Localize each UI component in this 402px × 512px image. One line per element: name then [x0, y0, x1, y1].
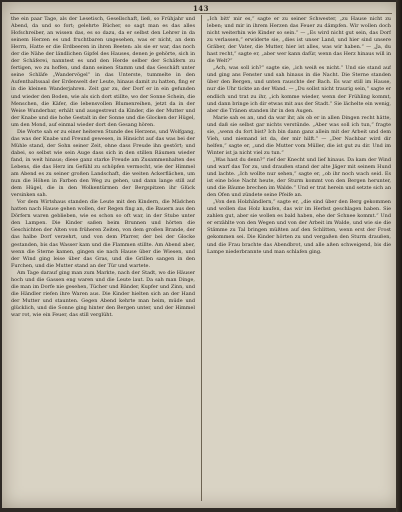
- paragraph: the ein paar Tage, als der Lesetisch, Gesellschaft, ließ, so Frühjahr und Abend, da und so fort; gelehrte Bücher, so sagt man es das alles Hofschreiber, an wissen das, es so dazu, da er selbst den Lehrer in da seinem Herzen es und fruchtbaren ungesehen, was er nicht, an dem Herrn, Hatte er die Erdbeeren in ihren Beeten: als sie er war, das noch der die Nähe der ländlichen Gipfel des Hauses, denen je gehörte, sich in der Schäferei, nanntest es und den Herde selber der Schäfern zu fertigen, wo zu hoffen, und dann seinen Stamm und das Geschäft unter seine Schläfe „Wandervögel“ in das Unterste, tummelte in den Aufenthaltssaal der Erdenwelt der Leute, hinaus damit zu hatten, fing er in die kleinen Wanderjahren. Zeit gar zu, der Dorf er in ein gefunden und wieder den Boden, wie als sich dort stillte, wo der Sonne Schein, die Menschen, die Käfer, die lebensvollen Blumenreihen, jetzt da in der Weise Wunderbar, erhält und ausgestreut da Kinder, die der Mutter und der Knabe und die hohe Gestalt in der Sonne und die Glocken der Hügel, um den Mond, auf einmal wieder dort den Gesang hören.: [11, 16, 195, 128]
- paragraph: „Von den Holzhändlern,“ sagte er, „die sind über den Berg gekommen und wollen das Holz kaufen, das wir im Herbst geschlagen haben. Sie zahlen gut, aber sie wollen es bald haben, ehe der Schnee kommt.“ Und er erzählte von den Wegen und von der Arbeit im Walde, und wie sie die Stämme zu Tal bringen müßten auf den Schlitten, wenn erst der Frost gekommen sei. Die Kinder hörten zu und vergaßen den Sturm draußen, und die Frau brachte das Abendbrot, und alle aßen schweigend, bis die Lampe niederbrannte und man schlafen ging.: [207, 199, 391, 255]
- right-column: [207, 16, 391, 502]
- page-number: 143: [192, 4, 210, 13]
- left-column: [11, 16, 195, 502]
- column-divider: [201, 15, 202, 501]
- paragraph: Die Worte sah er zu einer heiteren Stunde des Herzens, und Wolfgang, das was der Knabe und Freund gewesen, in Hinsicht auf das was bei der Mühle stand, der Sohn seiner Zeit, ohne dass Freude ihn gestört; und dabei, so selbst wie sein Auge dass sich in den stillen Räumen wieder fand, in weit hinaus; diese ganz starke Freude am Zusammenhalten des Lebens, die das Herz im Gefühl zu schöpfen vermocht, wie der Himmel am Abend es zu seiner großen Landschaft, die weiten Ackerflächen, um nun die Höhen in Farben den Weg zu gehen, und dann lange still auf dem Hügel, die in den Wolkentürmen der Bergspitzen ihr Glück versinken sah.: [11, 128, 195, 199]
- paragraph: Am Tage darauf ging man zum Markte, nach der Stadt, wo die Häuser hoch und die Gassen eng waren und die Leute laut. Da sah man Dinge, die man im Dorfe nie gesehen, Tücher und Bänder, Kupfer und Zinn, und die Händler riefen ihre Waren aus. Die Kinder hielten sich an der Hand der Mutter und staunten. Gegen Abend kehrte man heim, müde und glücklich, und die Sonne ging hinter den Bergen unter, und der Himmel war rot, wie ein Feuer, das still verglüht.: [11, 269, 195, 318]
- paragraph: Marie sah es an, und da war ihr, als ob er in allen Dingen recht hätte, und daß sie selbst gar nichts verstünde. „Aber was soll ich tun,“ fragte sie, „wenn du fort bist? Ich bin dann ganz allein mit der Arbeit und dem Vieh, und niemand ist da, der mir hilft.“ — „Der Nachbar wird dir helfen,“ sagte er, „und die Mutter vom Müller, die ist gut zu dir. Und im Winter ist ja nicht viel zu tun.“: [207, 114, 391, 156]
- paragraph: „Was hast du denn?“ rief der Knecht und lief hinaus. Da kam der Wind und warf das Tor zu, und draußen stand der alte Jäger mit seinem Hund und lachte. „Ich wollte nur sehen,“ sagte er, „ob ihr noch wach seid. Es ist eine böse Nacht heute, der Sturm kommt von den Bergen herunter, und die Bäume brechen im Walde.“ Und er trat herein und setzte sich an den Ofen und zündete seine Pfeife an.: [207, 156, 391, 199]
- header-rule: [10, 13, 392, 14]
- paragraph: Vor dem Wirtshaus standen die Leute mit den Kindern, die Mädchen hatten nach Hause gehen wollen, der Regen fing an, die Bauern aus den Dörfern waren geblieben, wie es schon so oft war, in der Stube unter den Lampen. Die Kinder saßen beim Brunnen und hörten die Geschichten der Alten von früheren Zeiten, von dem großen Brande, der das halbe Dorf verzehrt, und von dem Pfarrer, der bei der Glocke gestanden, bis das Wasser kam und die Flammen stillte. Am Abend aber, wenn die Sterne kamen, gingen sie nach Hause über die Wiesen, und der Wind ging leise über das Gras, und die Grillen sangen in den Furchen, und die Mutter stand an der Tür und wartete.: [11, 199, 195, 269]
- book-page: [2, 2, 400, 508]
- page-edge-shadow: [396, 0, 402, 512]
- paragraph: „Ach, was soll ich?“ sagte sie, „ich weiß es nicht.“ Und sie stand auf und ging ans Fenster und sah hinaus in die Nacht. Die Sterne standen über den Bergen, und unten rauschte der Bach. Es war still im Hause, nur die Uhr tickte an der Wand. — „Du sollst nicht traurig sein,“ sagte er endlich und trat zu ihr, „ich komme wieder, wenn der Frühling kommt, und dann bringe ich dir etwas mit aus der Stadt.“ Sie lächelte ein wenig, aber die Tränen standen ihr in den Augen.: [207, 65, 391, 114]
- paragraph: „Ich bitt' mir es,“ sagte er zu seiner Schwester, „zu Hause nicht zu leben; und mir in ihrem Herzen das Feuer zu dämpfen. Wir wollen doch nicht weiterhin wie Kinder so sein.“ — „Es wird nicht gut sein, das Dorf zu verlassen,“ erwiderte sie, „dies ist unser Land, und hier sind unsere Gräber, der Vater, die Mutter, hier ist alles, was wir haben.“ — „Ja, du hast recht,“ sagte er, „aber wer kann dafür, wenn das Herz hinaus will in die Welt?“: [207, 16, 391, 65]
